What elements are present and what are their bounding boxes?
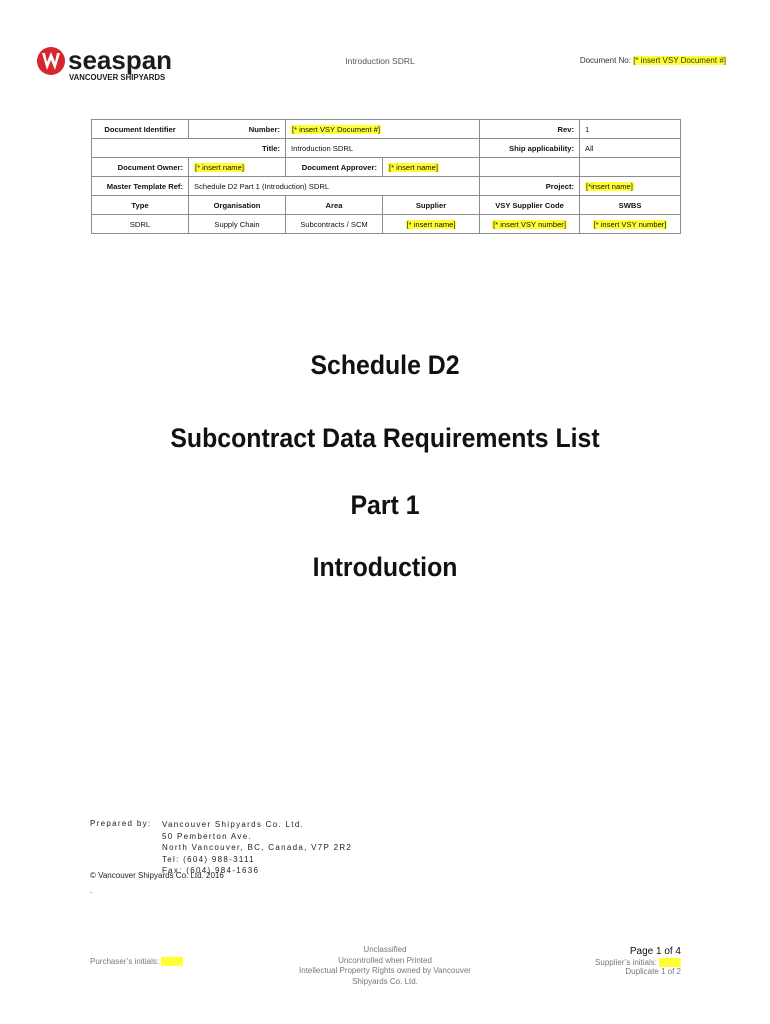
- rev-value: 1: [580, 120, 681, 139]
- doc-no-label: Document No:: [579, 56, 631, 65]
- owner-cell: [189, 158, 286, 177]
- duplicate-count: Duplicate 1 of 2: [625, 967, 681, 976]
- table-cell: Supply Chain: [189, 215, 286, 234]
- vsy-supplier-code-value: [* insert VSY number]: [493, 219, 566, 229]
- table-cell: [580, 215, 681, 234]
- prepared-by-label: Prepared by:: [90, 819, 152, 828]
- approver-cell: [383, 158, 480, 177]
- owner-value: [* insert name]: [195, 162, 244, 172]
- address-line: North Vancouver, BC, Canada, V7P 2R2: [162, 843, 353, 852]
- master-template-label: Master Template Ref:: [92, 177, 189, 196]
- purchaser-initials-label: Purchaser’s initials:: [90, 957, 160, 966]
- number-label: Number:: [189, 120, 286, 139]
- title-label: Title:: [92, 139, 286, 158]
- ship-applicability-label: Ship applicability:: [480, 139, 580, 158]
- footer-line: Unclassified: [363, 945, 407, 954]
- doc-no-value: [* insert VSY Document #]: [633, 56, 726, 65]
- footer-line: Shipyards Co. Ltd.: [352, 976, 418, 986]
- project-value: [*insert name]: [586, 181, 633, 191]
- title-value: Introduction SDRL: [286, 139, 480, 158]
- table-cell: SDRL: [92, 215, 189, 234]
- purchaser-initials-box[interactable]: [161, 957, 183, 966]
- ship-applicability-value: All: [580, 139, 681, 158]
- approver-label: Document Approver:: [286, 158, 383, 177]
- page-number: Page 1 of 4: [629, 946, 681, 957]
- number-cell: [286, 120, 480, 139]
- logo-subtitle: VANCOUVER SHIPYARDS: [69, 73, 166, 82]
- table-cell: [383, 215, 480, 234]
- supplier-value: [* insert name]: [406, 219, 456, 229]
- footer-line: Intellectual Property Rights owned by Vancouver: [299, 966, 471, 975]
- table-cell: Subcontracts / SCM: [286, 215, 383, 234]
- column-header: Organisation: [189, 196, 286, 215]
- table-row: [92, 177, 681, 196]
- address-line: 50 Pemberton Ave.: [162, 831, 252, 841]
- title-line-3: Part 1: [350, 490, 420, 520]
- purchaser-initials: [90, 957, 183, 966]
- seaspan-logo-mark: [36, 40, 196, 90]
- project-cell: [580, 177, 681, 196]
- seaspan-logo: [36, 40, 196, 90]
- address-line: Tel: (604) 988-3111: [162, 854, 255, 864]
- table-header-row: [92, 196, 681, 215]
- prepared-by-address: [162, 819, 352, 877]
- table-row: [92, 158, 681, 177]
- table-row: [92, 215, 681, 234]
- empty-cell: [580, 158, 681, 177]
- footer-line: Uncontrolled when Printed: [338, 955, 432, 965]
- title-line-2: Subcontract Data Requirements List: [170, 423, 600, 453]
- swbs-value: [* insert VSY number]: [593, 219, 667, 229]
- rev-label: Rev:: [480, 120, 580, 139]
- table-cell: [480, 215, 580, 234]
- header-document-title: Introduction SDRL: [345, 56, 415, 66]
- supplier-initials-label: Supplier’s initials:: [595, 958, 657, 967]
- address-line: Vancouver Shipyards Co. Ltd.: [162, 820, 305, 829]
- address-line: Fax: (604) 984-1636: [162, 866, 260, 875]
- header-document-number: [560, 56, 726, 65]
- column-header: Supplier: [383, 196, 480, 215]
- column-header: Area: [286, 196, 383, 215]
- empty-cell: [480, 158, 580, 177]
- column-header: VSY Supplier Code: [480, 196, 580, 215]
- column-header: Type: [92, 196, 189, 215]
- column-header: SWBS: [580, 196, 681, 215]
- footer-classification: [280, 945, 490, 987]
- master-template-value: Schedule D2 Part 1 (Introduction) SDRL: [189, 177, 480, 196]
- title-line-4: Introduction: [312, 552, 458, 582]
- document-identifier-label: Document Identifier: [92, 120, 189, 139]
- title-line-1: Schedule D2: [310, 350, 460, 380]
- owner-label: Document Owner:: [92, 158, 189, 177]
- number-value: [* insert VSY Document #]: [292, 124, 381, 134]
- copyright-notice: © Vancouver Shipyards Co. Ltd. 2016: [90, 871, 224, 880]
- supplier-initials: [540, 958, 681, 967]
- table-row: [92, 139, 681, 158]
- table-row: [92, 120, 681, 139]
- project-label: Project:: [480, 177, 580, 196]
- trailing-dot: .: [90, 886, 93, 895]
- logo-word: seaspan: [68, 45, 173, 75]
- approver-value: [* insert name]: [389, 162, 438, 172]
- document-identifier-table: [91, 119, 681, 234]
